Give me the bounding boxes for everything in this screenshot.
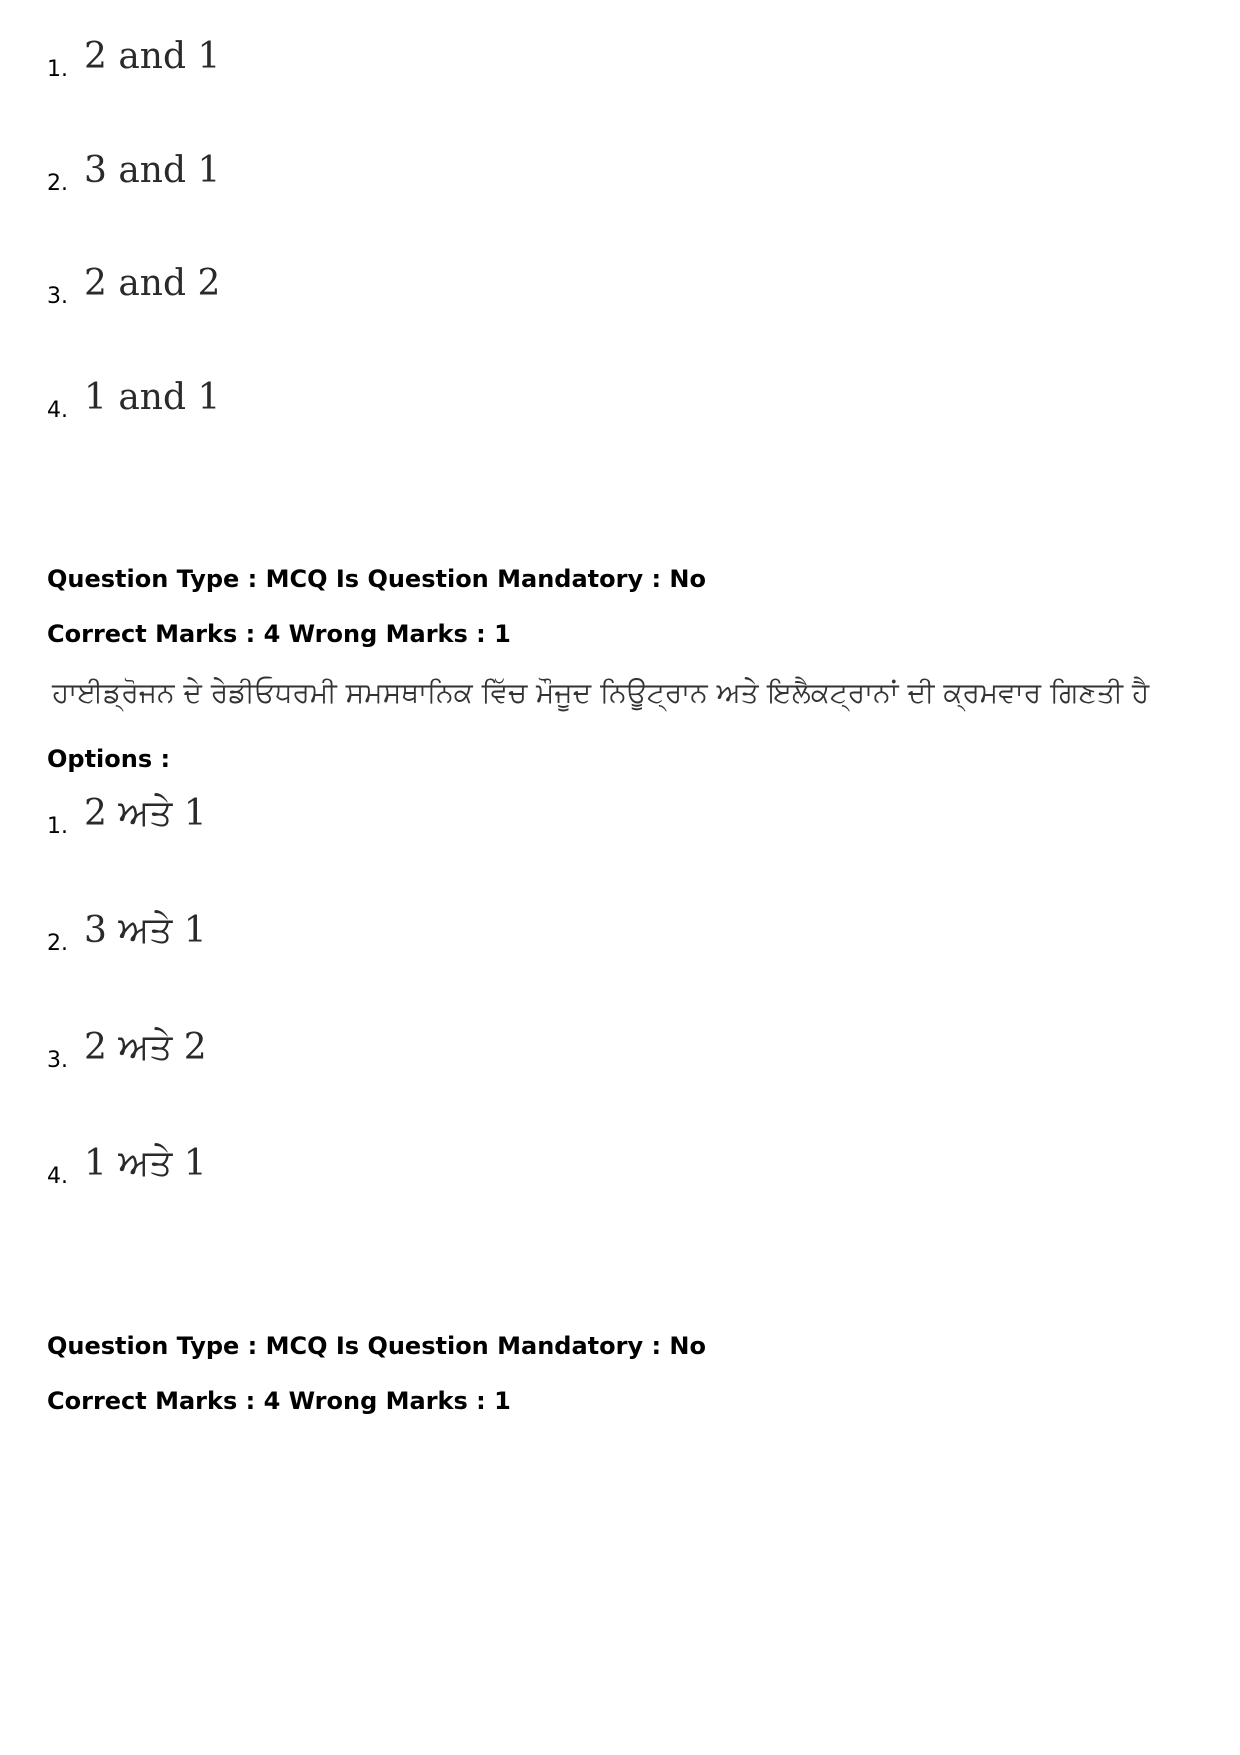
option-4 — [47, 1143, 207, 1189]
option-1 — [47, 793, 207, 839]
option-text: 1 ਅਤੇ 1 — [84, 1143, 207, 1184]
option-text: 2 ਅਤੇ 2 — [84, 1027, 207, 1068]
marks-line: Correct Marks : 4 Wrong Marks : 1 — [47, 620, 511, 648]
marks-line: Correct Marks : 4 Wrong Marks : 1 — [47, 1387, 511, 1415]
option-text: 3 ਅਤੇ 1 — [84, 910, 207, 951]
option-text: 2 ਅਤੇ 1 — [84, 793, 207, 834]
option-number: 2. — [47, 931, 68, 956]
option-3 — [47, 263, 221, 309]
option-text: 1 and 1 — [84, 377, 221, 418]
option-4 — [47, 377, 221, 423]
question-type-line: Question Type : MCQ Is Question Mandatory : No — [47, 1332, 706, 1360]
option-number: 3. — [47, 284, 68, 309]
option-text: 2 and 2 — [84, 263, 221, 304]
option-text: 2 and 1 — [84, 36, 221, 77]
option-3 — [47, 1027, 207, 1073]
option-text: 3 and 1 — [84, 150, 221, 191]
option-number: 1. — [47, 57, 68, 82]
options-label: Options : — [47, 745, 171, 773]
option-number: 1. — [47, 814, 68, 839]
question-text: ਹਾਈਡ੍ਰੋਜਨ ਦੇ ਰੇਡੀਓਧਰਮੀ ਸਮਸਥਾਨਿਕ ਵਿੱਚ ਮੌਜੂਦ ਨਿਊਟ੍ਰਾਨ ਅਤੇ ਇਲੈਕਟ੍ਰਾਨਾਂ ਦੀ ਕ੍ਰਮਵਾਰ ਗਿਣਤੀ ਹੈ — [52, 676, 1150, 709]
option-number: 2. — [47, 171, 68, 196]
question-type-line: Question Type : MCQ Is Question Mandatory : No — [47, 565, 706, 593]
option-number: 3. — [47, 1048, 68, 1073]
option-number: 4. — [47, 1164, 68, 1189]
option-2 — [47, 910, 207, 956]
option-1 — [47, 36, 221, 82]
option-number: 4. — [47, 398, 68, 423]
option-2 — [47, 150, 221, 196]
